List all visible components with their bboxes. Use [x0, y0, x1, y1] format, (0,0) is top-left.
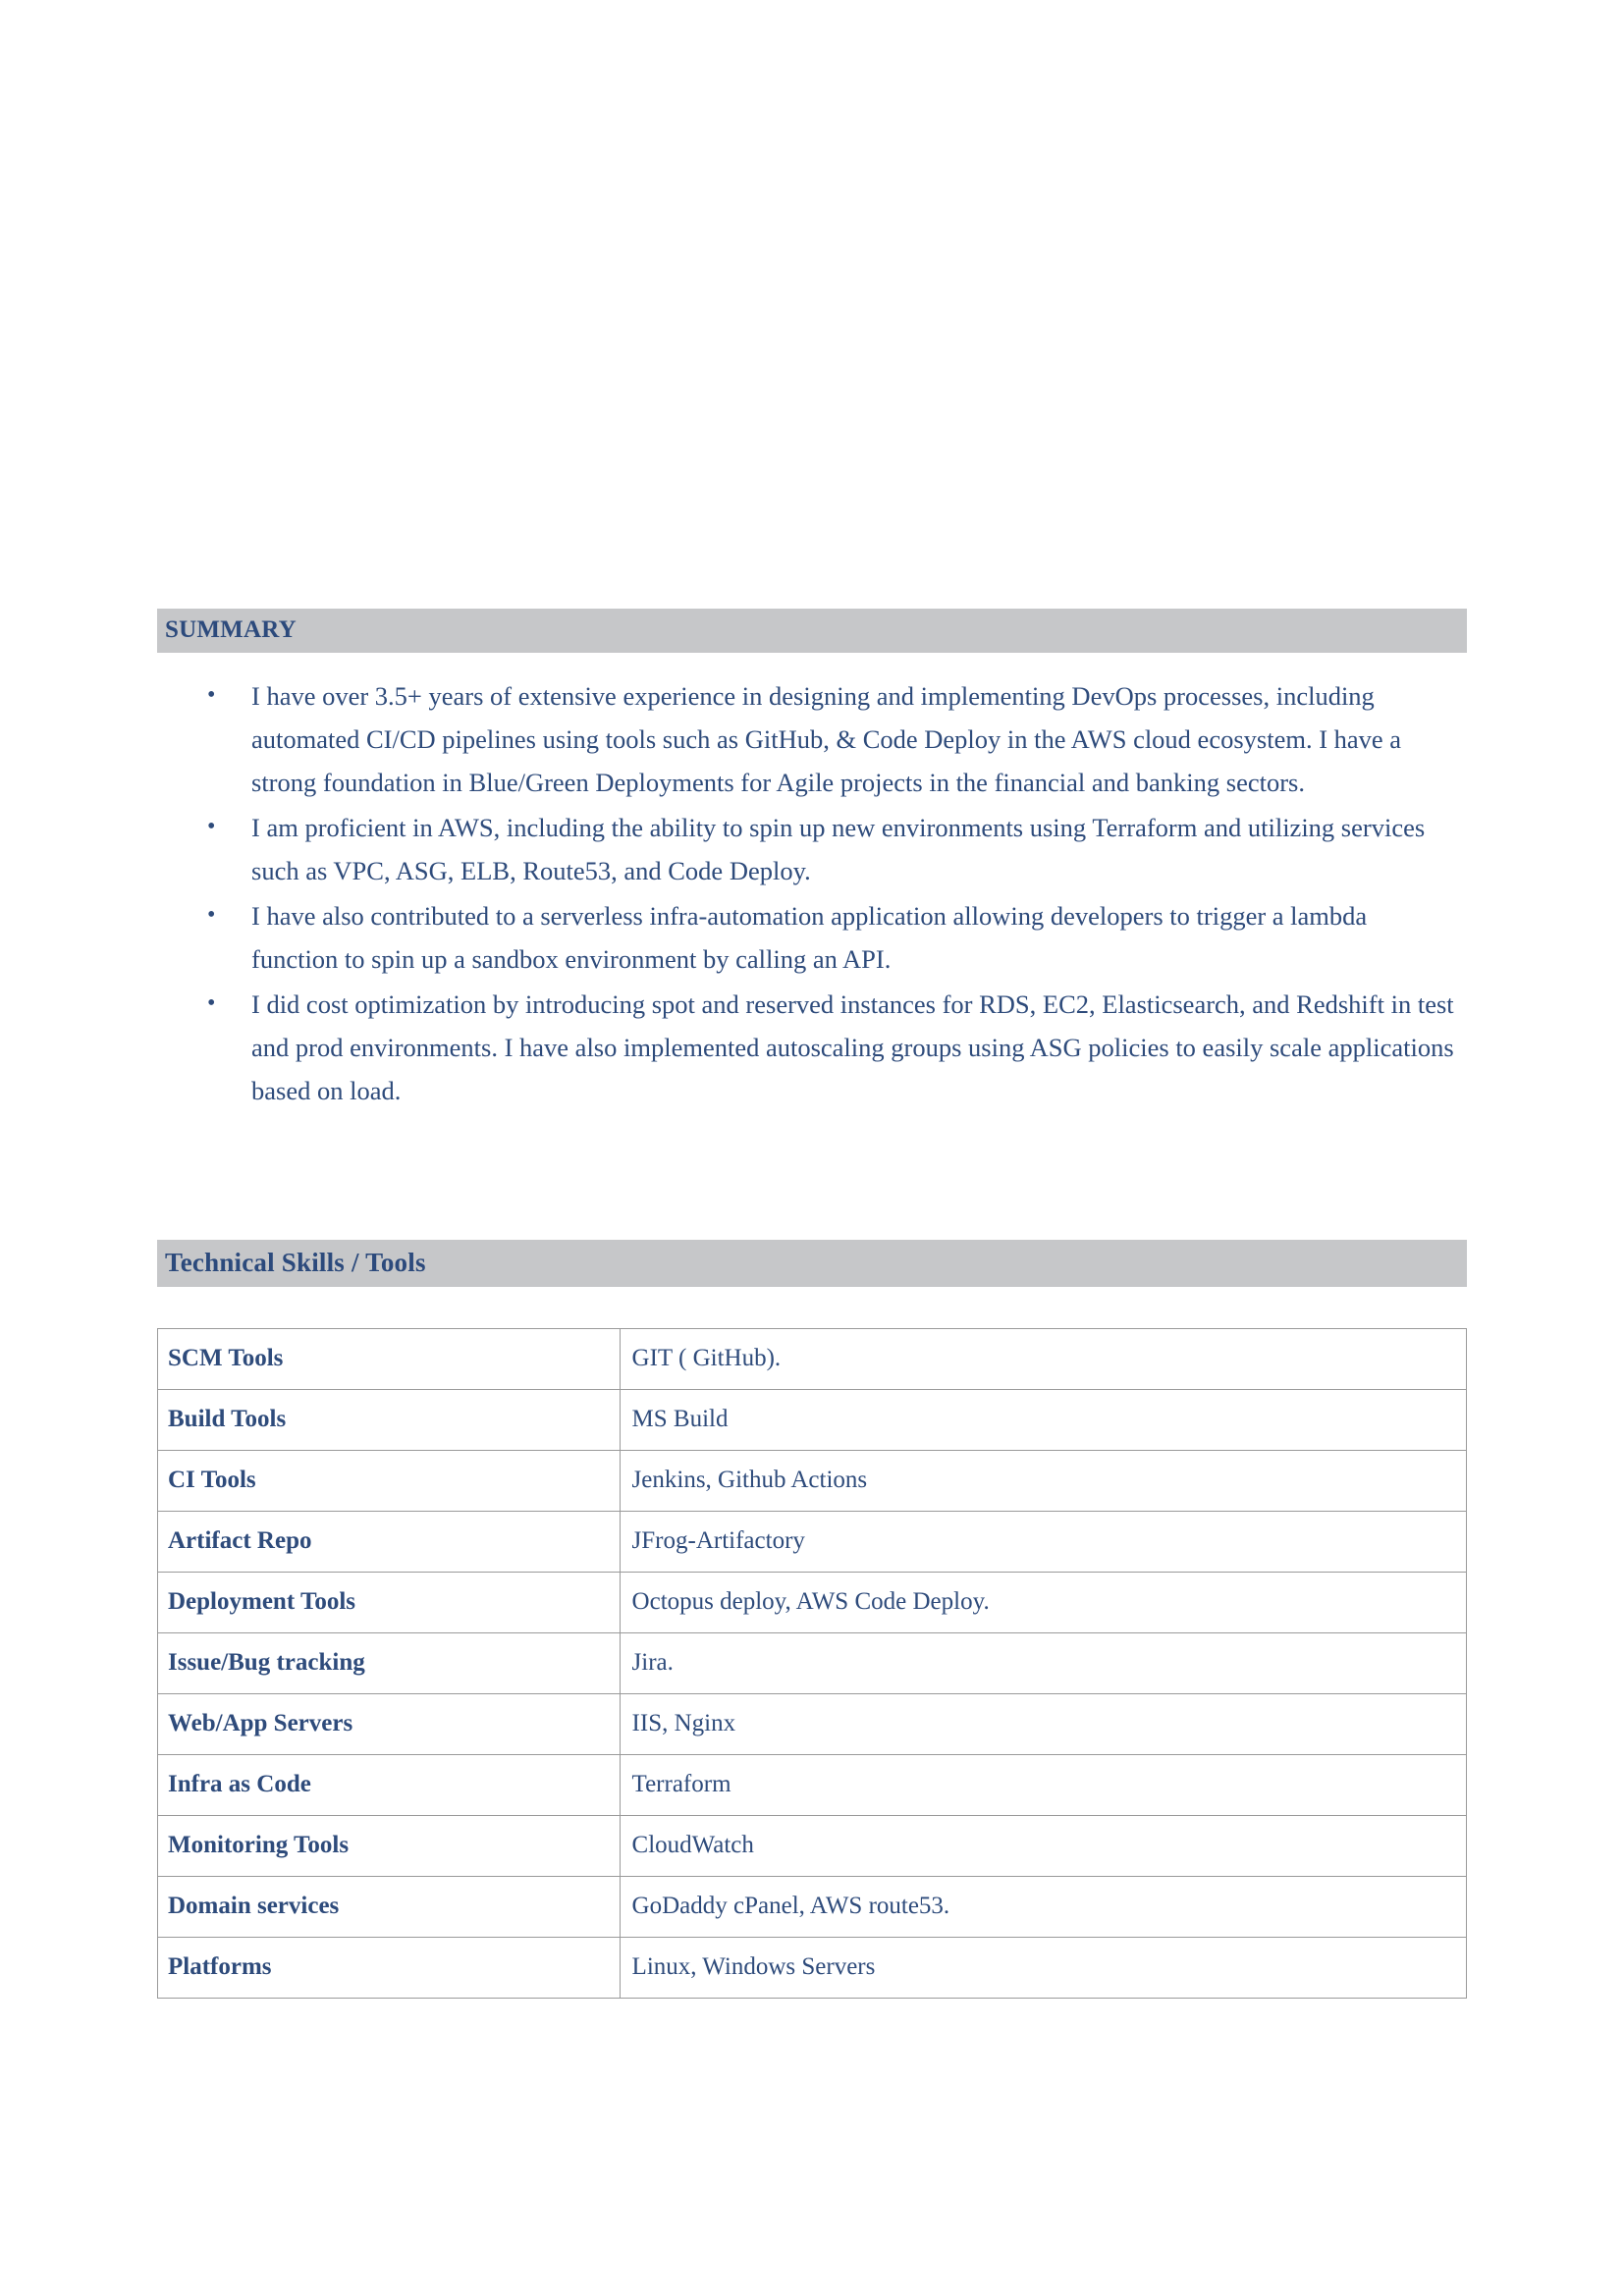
skill-value: GIT ( GitHub).	[620, 1329, 1466, 1390]
technical-skills-table	[157, 1328, 1467, 1999]
skill-value: GoDaddy cPanel, AWS route53.	[620, 1877, 1466, 1938]
table-row	[158, 1694, 1467, 1755]
table-row	[158, 1633, 1467, 1694]
skill-value: Jenkins, Github Actions	[620, 1451, 1466, 1512]
skill-category: Monitoring Tools	[158, 1816, 621, 1877]
skill-category: SCM Tools	[158, 1329, 621, 1390]
skills-section-header	[157, 1240, 1467, 1287]
table-row	[158, 1573, 1467, 1633]
table-row	[158, 1512, 1467, 1573]
list-item: • I have over 3.5+ years of extensive experience in designing and implementing DevOps processes, including automated CI/CD pipelines using tools such as GitHub, & Code Deploy in the AWS cloud ecosystem. I have a strong foundation in Blue/Green Deployments for Agile projects in the financial and banking sectors.	[251, 674, 1467, 804]
table-row	[158, 1816, 1467, 1877]
summary-section-header	[157, 609, 1467, 653]
list-item: • I have also contributed to a serverless infra-automation application allowing developers to trigger a lambda function to spin up a sandbox environment by calling an API.	[251, 894, 1467, 981]
skill-category: Infra as Code	[158, 1755, 621, 1816]
table-row	[158, 1451, 1467, 1512]
list-item: • I did cost optimization by introducing spot and reserved instances for RDS, EC2, Elasticsearch, and Redshift in test and prod environments. I have also implemented autoscaling groups using ASG policies to easily scale applications based on load.	[251, 983, 1467, 1112]
skill-value: MS Build	[620, 1390, 1466, 1451]
summary-heading: SUMMARY	[165, 616, 297, 643]
table-row	[158, 1877, 1467, 1938]
list-item: • I am proficient in AWS, including the ability to spin up new environments using Terraform and utilizing services such as VPC, ASG, ELB, Route53, and Code Deploy.	[251, 806, 1467, 892]
skill-category: Platforms	[158, 1938, 621, 1999]
skill-category: Deployment Tools	[158, 1573, 621, 1633]
skill-value: Octopus deploy, AWS Code Deploy.	[620, 1573, 1466, 1633]
skill-category: CI Tools	[158, 1451, 621, 1512]
skill-value: IIS, Nginx	[620, 1694, 1466, 1755]
skill-category: Artifact Repo	[158, 1512, 621, 1573]
skill-value: Jira.	[620, 1633, 1466, 1694]
skill-value: JFrog-Artifactory	[620, 1512, 1466, 1573]
table-row	[158, 1755, 1467, 1816]
skill-category: Issue/Bug tracking	[158, 1633, 621, 1694]
skill-category: Domain services	[158, 1877, 621, 1938]
summary-bullet-list	[157, 674, 1467, 1112]
table-row	[158, 1329, 1467, 1390]
table-row	[158, 1390, 1467, 1451]
skill-value: Terraform	[620, 1755, 1466, 1816]
section-gap	[157, 1114, 1467, 1240]
page-top-whitespace	[157, 0, 1467, 609]
skill-category: Web/App Servers	[158, 1694, 621, 1755]
skill-value: CloudWatch	[620, 1816, 1466, 1877]
skill-value: Linux, Windows Servers	[620, 1938, 1466, 1999]
skill-category: Build Tools	[158, 1390, 621, 1451]
skills-heading: Technical Skills / Tools	[165, 1248, 426, 1277]
table-row	[158, 1938, 1467, 1999]
